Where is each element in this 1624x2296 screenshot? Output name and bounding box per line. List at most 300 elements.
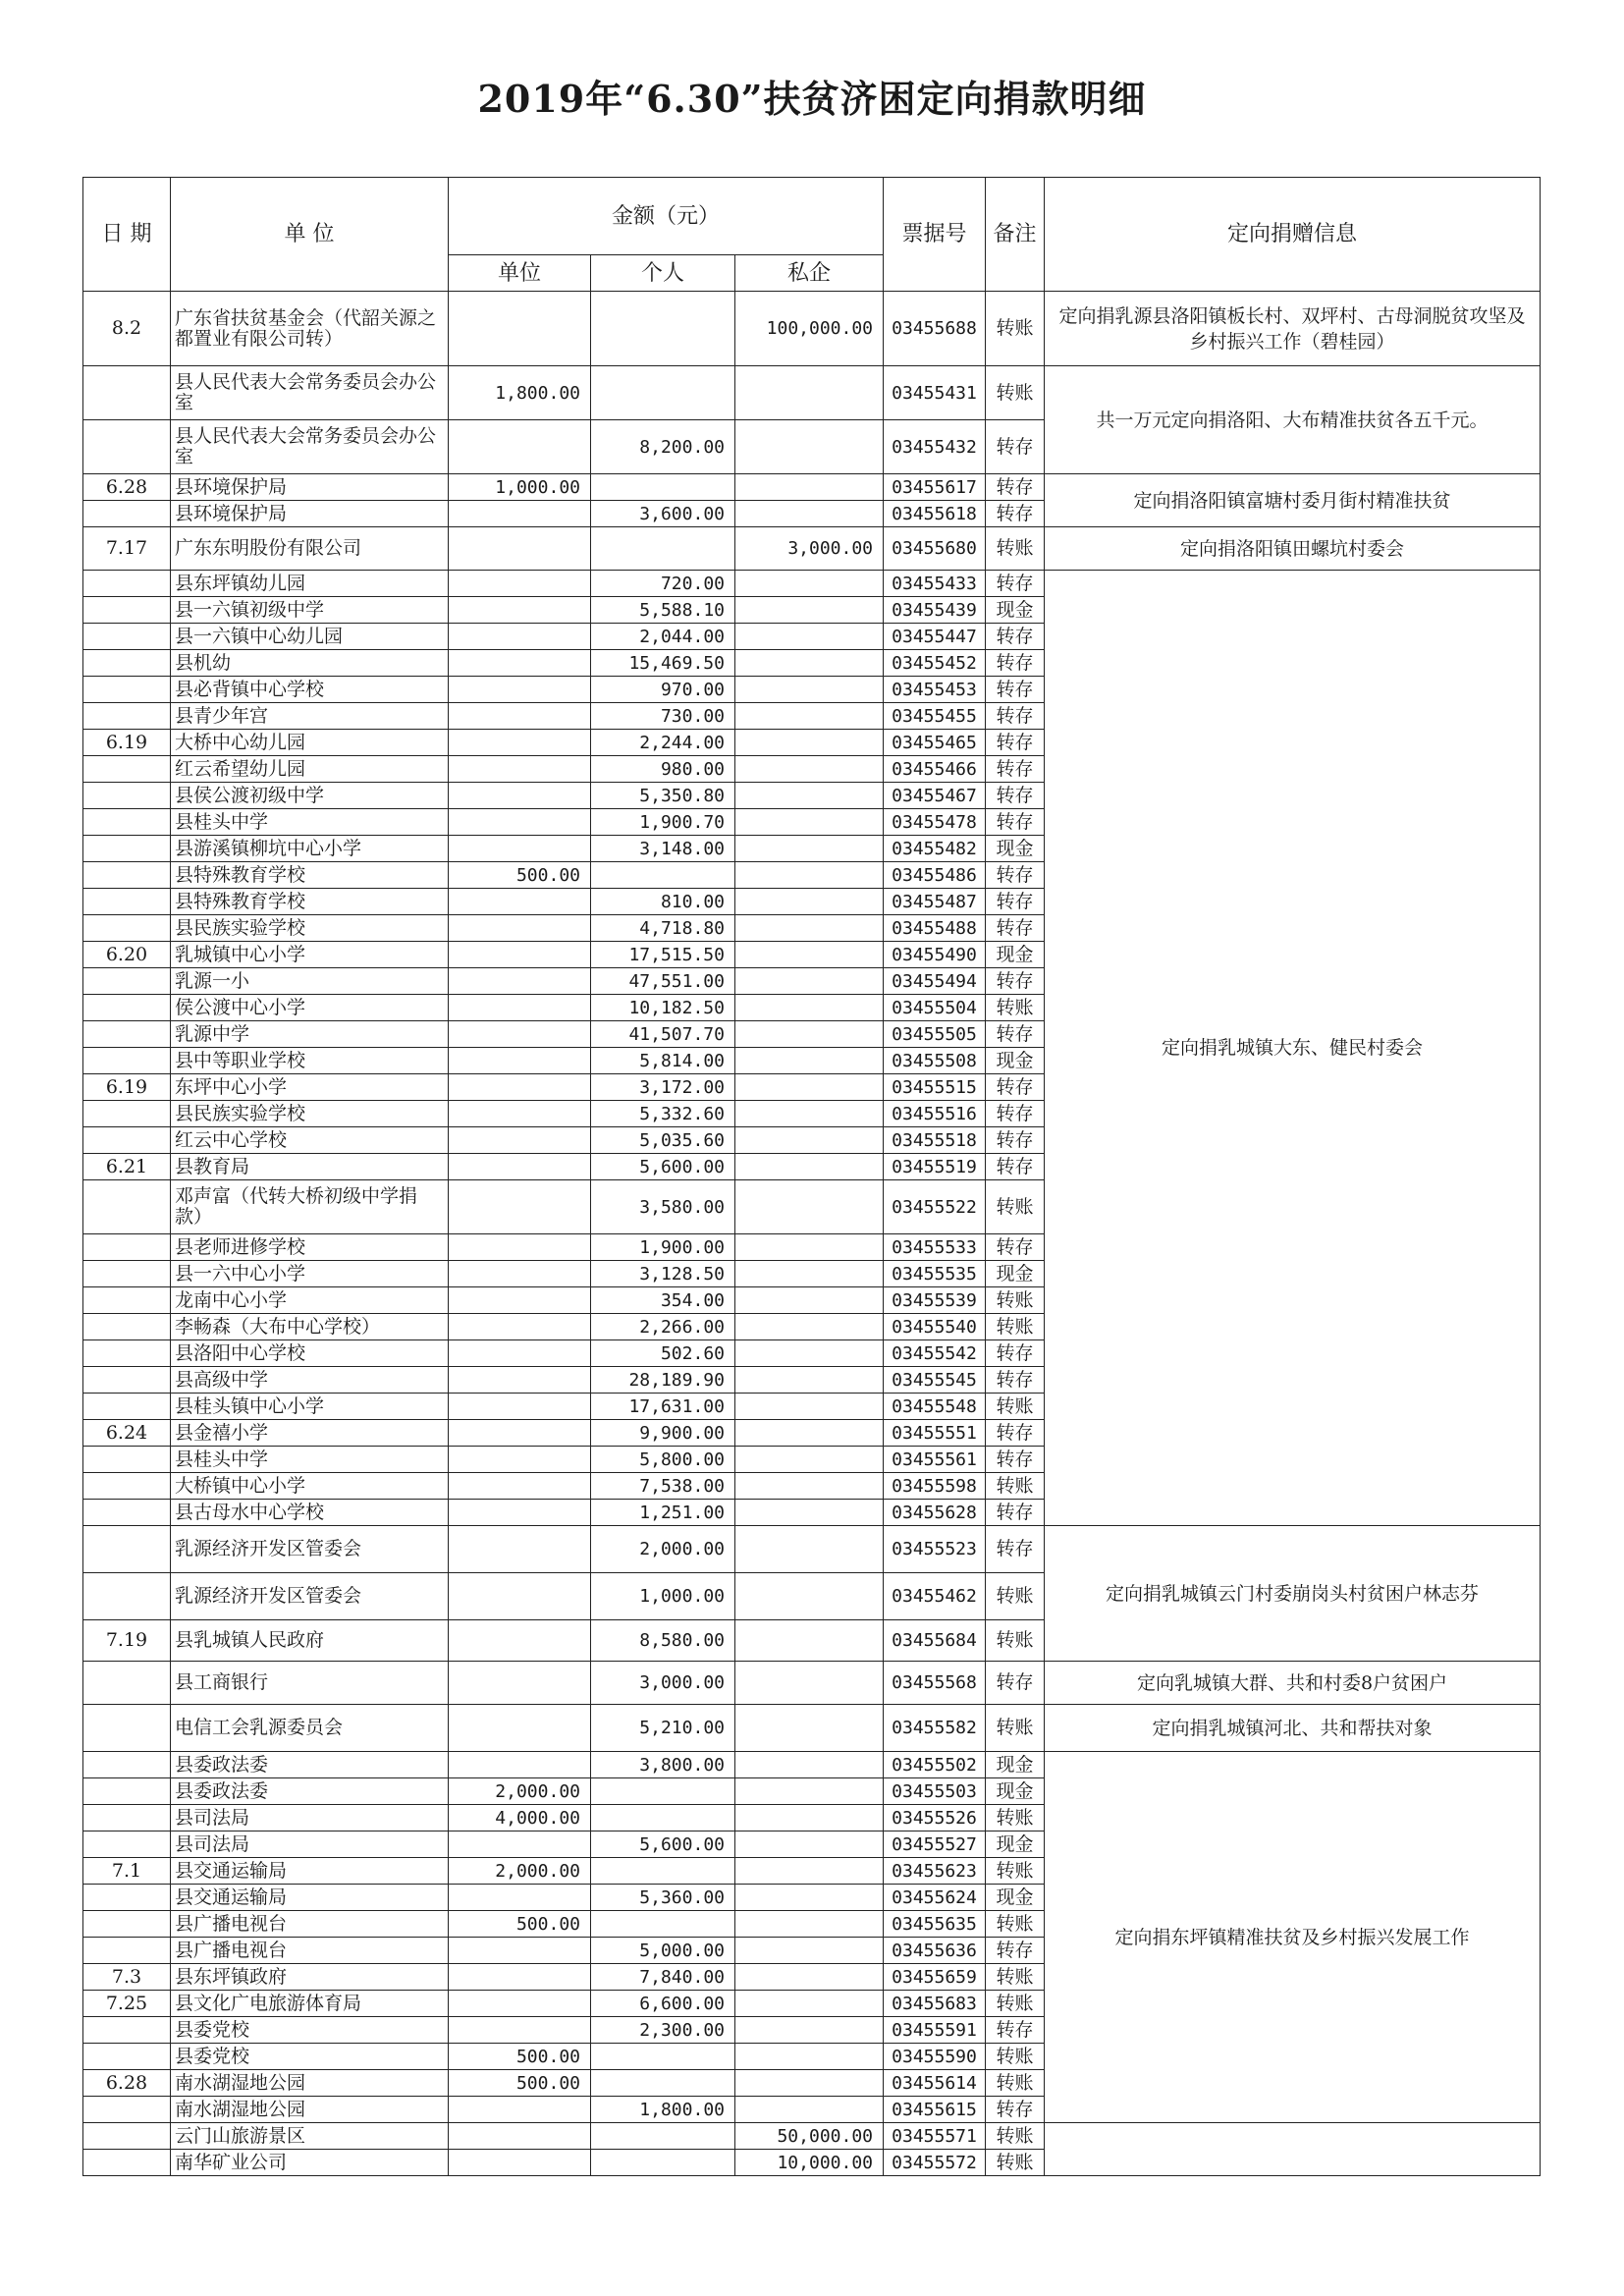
- ticket-cell: 03455439: [884, 597, 986, 624]
- ticket-cell: 03455482: [884, 836, 986, 862]
- ticket-cell: 03455680: [884, 527, 986, 571]
- info-cell: 定向捐洛阳镇田螺坑村委会: [1045, 527, 1541, 571]
- date-cell: [83, 1500, 171, 1526]
- amount-unit-cell: [449, 1831, 591, 1858]
- note-cell: 转存: [986, 2017, 1045, 2044]
- amount-private-cell: [735, 1573, 884, 1620]
- note-cell: 转账: [986, 1180, 1045, 1234]
- note-cell: 转存: [986, 1500, 1045, 1526]
- unit-cell: 广东东明股份有限公司: [171, 527, 449, 571]
- amount-unit-cell: [449, 650, 591, 677]
- amount-personal-cell: [591, 1805, 735, 1831]
- unit-cell: 乳源中学: [171, 1021, 449, 1048]
- note-cell: 转存: [986, 474, 1045, 501]
- unit-cell: 县委党校: [171, 2017, 449, 2044]
- note-cell: 现金: [986, 1778, 1045, 1805]
- amount-unit-cell: [449, 1394, 591, 1420]
- note-cell: 转存: [986, 1074, 1045, 1101]
- ticket-cell: 03455568: [884, 1662, 986, 1705]
- note-cell: 转存: [986, 809, 1045, 836]
- amount-unit-cell: [449, 624, 591, 650]
- note-cell: 转存: [986, 889, 1045, 915]
- amount-private-cell: [735, 915, 884, 942]
- amount-private-cell: [735, 836, 884, 862]
- unit-cell: 县游溪镇柳坑中心小学: [171, 836, 449, 862]
- date-cell: [83, 1101, 171, 1127]
- note-cell: 转账: [986, 2044, 1045, 2070]
- date-cell: [83, 809, 171, 836]
- note-cell: 转存: [986, 1420, 1045, 1447]
- amount-private-cell: 3,000.00: [735, 527, 884, 571]
- amount-private-cell: [735, 1154, 884, 1180]
- amount-unit-cell: [449, 1964, 591, 1991]
- donation-table: [82, 177, 1541, 2176]
- amount-unit-cell: [449, 1074, 591, 1101]
- amount-personal-cell: 1,900.00: [591, 1234, 735, 1261]
- amount-personal-cell: 5,000.00: [591, 1938, 735, 1964]
- date-cell: [83, 2123, 171, 2150]
- note-cell: 现金: [986, 597, 1045, 624]
- note-cell: 转账: [986, 1911, 1045, 1938]
- amount-unit-cell: [449, 942, 591, 968]
- amount-unit-cell: [449, 809, 591, 836]
- header-info: 定向捐赠信息: [1045, 178, 1541, 292]
- amount-personal-cell: 2,000.00: [591, 1526, 735, 1573]
- amount-private-cell: [735, 1234, 884, 1261]
- amount-unit-cell: [449, 915, 591, 942]
- note-cell: 转存: [986, 650, 1045, 677]
- ticket-cell: 03455462: [884, 1573, 986, 1620]
- amount-unit-cell: 500.00: [449, 1911, 591, 1938]
- table-row: [83, 366, 1541, 420]
- date-cell: [83, 677, 171, 703]
- unit-cell: 县教育局: [171, 1154, 449, 1180]
- amount-private-cell: [735, 1127, 884, 1154]
- info-cell: 定向捐洛阳镇富塘村委月街村精准扶贫: [1045, 474, 1541, 527]
- date-cell: [83, 1805, 171, 1831]
- ticket-cell: 03455635: [884, 1911, 986, 1938]
- amount-personal-cell: 5,035.60: [591, 1127, 735, 1154]
- note-cell: 转账: [986, 292, 1045, 366]
- unit-cell: 县委党校: [171, 2044, 449, 2070]
- amount-personal-cell: 1,800.00: [591, 2097, 735, 2123]
- amount-private-cell: [735, 1705, 884, 1752]
- amount-private-cell: [735, 1991, 884, 2017]
- amount-private-cell: [735, 624, 884, 650]
- header-date: 日 期: [83, 178, 171, 292]
- unit-cell: 县人民代表大会常务委员会办公室: [171, 420, 449, 474]
- amount-private-cell: 50,000.00: [735, 2123, 884, 2150]
- ticket-cell: 03455508: [884, 1048, 986, 1074]
- amount-unit-cell: [449, 1127, 591, 1154]
- unit-cell: 县环境保护局: [171, 474, 449, 501]
- amount-unit-cell: [449, 836, 591, 862]
- date-cell: [83, 2017, 171, 2044]
- amount-unit-cell: [449, 783, 591, 809]
- amount-unit-cell: [449, 1101, 591, 1127]
- note-cell: 转存: [986, 1447, 1045, 1473]
- amount-unit-cell: 500.00: [449, 862, 591, 889]
- ticket-cell: 03455515: [884, 1074, 986, 1101]
- amount-private-cell: [735, 1394, 884, 1420]
- date-cell: 7.25: [83, 1991, 171, 2017]
- date-cell: [83, 650, 171, 677]
- amount-personal-cell: 17,515.50: [591, 942, 735, 968]
- amount-private-cell: [735, 1048, 884, 1074]
- amount-private-cell: [735, 1911, 884, 1938]
- unit-cell: 县桂头中学: [171, 1447, 449, 1473]
- amount-personal-cell: 9,900.00: [591, 1420, 735, 1447]
- ticket-cell: 03455431: [884, 366, 986, 420]
- note-cell: 转存: [986, 1154, 1045, 1180]
- unit-cell: 县侯公渡初级中学: [171, 783, 449, 809]
- header-amount-personal: 个人: [591, 255, 735, 292]
- unit-cell: 东坪中心小学: [171, 1074, 449, 1101]
- amount-unit-cell: 2,000.00: [449, 1778, 591, 1805]
- unit-cell: 县委政法委: [171, 1778, 449, 1805]
- note-cell: 转账: [986, 1394, 1045, 1420]
- amount-unit-cell: [449, 889, 591, 915]
- amount-unit-cell: [449, 1287, 591, 1314]
- date-cell: 7.1: [83, 1858, 171, 1885]
- amount-personal-cell: [591, 1858, 735, 1885]
- note-cell: 转存: [986, 1938, 1045, 1964]
- unit-cell: 南华矿业公司: [171, 2150, 449, 2176]
- amount-unit-cell: [449, 2097, 591, 2123]
- amount-personal-cell: 5,588.10: [591, 597, 735, 624]
- amount-unit-cell: [449, 1261, 591, 1287]
- table-row: [83, 1752, 1541, 1778]
- note-cell: 现金: [986, 1048, 1045, 1074]
- unit-cell: 电信工会乳源委员会: [171, 1705, 449, 1752]
- unit-cell: 县司法局: [171, 1805, 449, 1831]
- unit-cell: 县古母水中心学校: [171, 1500, 449, 1526]
- amount-private-cell: [735, 1473, 884, 1500]
- info-cell: 共一万元定向捐洛阳、大布精准扶贫各五千元。: [1045, 366, 1541, 474]
- amount-private-cell: [735, 1662, 884, 1705]
- amount-private-cell: [735, 1885, 884, 1911]
- info-cell: 定向捐东坪镇精准扶贫及乡村振兴发展工作: [1045, 1752, 1541, 2123]
- date-cell: [83, 2097, 171, 2123]
- amount-private-cell: [735, 889, 884, 915]
- amount-personal-cell: 7,840.00: [591, 1964, 735, 1991]
- ticket-cell: 03455447: [884, 624, 986, 650]
- amount-personal-cell: 3,000.00: [591, 1662, 735, 1705]
- date-cell: [83, 703, 171, 730]
- amount-private-cell: [735, 2097, 884, 2123]
- note-cell: 转账: [986, 1620, 1045, 1662]
- amount-private-cell: [735, 730, 884, 756]
- amount-personal-cell: 720.00: [591, 571, 735, 597]
- date-cell: [83, 624, 171, 650]
- amount-unit-cell: [449, 1314, 591, 1340]
- amount-private-cell: [735, 809, 884, 836]
- ticket-cell: 03455551: [884, 1420, 986, 1447]
- amount-personal-cell: 5,600.00: [591, 1831, 735, 1858]
- note-cell: 转存: [986, 862, 1045, 889]
- ticket-cell: 03455628: [884, 1500, 986, 1526]
- date-cell: [83, 1885, 171, 1911]
- date-cell: [83, 1752, 171, 1778]
- unit-cell: 县人民代表大会常务委员会办公室: [171, 366, 449, 420]
- ticket-cell: 03455466: [884, 756, 986, 783]
- amount-personal-cell: 3,800.00: [591, 1752, 735, 1778]
- ticket-cell: 03455683: [884, 1991, 986, 2017]
- amount-unit-cell: [449, 501, 591, 527]
- amount-private-cell: [735, 968, 884, 995]
- amount-personal-cell: 6,600.00: [591, 1991, 735, 2017]
- ticket-cell: 03455623: [884, 1858, 986, 1885]
- note-cell: 转存: [986, 1367, 1045, 1394]
- amount-personal-cell: 8,200.00: [591, 420, 735, 474]
- table-row: [83, 292, 1541, 366]
- amount-personal-cell: 1,900.70: [591, 809, 735, 836]
- info-cell: 定向乳城镇大群、共和村委8户贫困户: [1045, 1662, 1541, 1705]
- amount-private-cell: 100,000.00: [735, 292, 884, 366]
- note-cell: 转账: [986, 1805, 1045, 1831]
- note-cell: 转账: [986, 2150, 1045, 2176]
- ticket-cell: 03455617: [884, 474, 986, 501]
- date-cell: [83, 2150, 171, 2176]
- amount-private-cell: [735, 366, 884, 420]
- unit-cell: 红云中心学校: [171, 1127, 449, 1154]
- ticket-cell: 03455523: [884, 1526, 986, 1573]
- amount-private-cell: [735, 501, 884, 527]
- date-cell: [83, 1180, 171, 1234]
- amount-private-cell: [735, 703, 884, 730]
- amount-personal-cell: 7,538.00: [591, 1473, 735, 1500]
- amount-personal-cell: [591, 1911, 735, 1938]
- unit-cell: 县高级中学: [171, 1367, 449, 1394]
- amount-private-cell: [735, 862, 884, 889]
- amount-personal-cell: 5,350.80: [591, 783, 735, 809]
- amount-unit-cell: [449, 1500, 591, 1526]
- unit-cell: 县中等职业学校: [171, 1048, 449, 1074]
- amount-personal-cell: 3,128.50: [591, 1261, 735, 1287]
- amount-unit-cell: [449, 1340, 591, 1367]
- amount-unit-cell: [449, 1021, 591, 1048]
- date-cell: [83, 1287, 171, 1314]
- amount-personal-cell: [591, 366, 735, 420]
- note-cell: 转账: [986, 366, 1045, 420]
- amount-personal-cell: 1,251.00: [591, 1500, 735, 1526]
- date-cell: [83, 501, 171, 527]
- unit-cell: 县民族实验学校: [171, 1101, 449, 1127]
- amount-unit-cell: [449, 995, 591, 1021]
- note-cell: 转账: [986, 995, 1045, 1021]
- unit-cell: 龙南中心小学: [171, 1287, 449, 1314]
- amount-unit-cell: [449, 677, 591, 703]
- amount-private-cell: [735, 1180, 884, 1234]
- amount-personal-cell: 10,182.50: [591, 995, 735, 1021]
- unit-cell: 县司法局: [171, 1831, 449, 1858]
- info-cell: 定向捐乳源县洛阳镇板长村、双坪村、古母洞脱贫攻坚及乡村振兴工作（碧桂园）: [1045, 292, 1541, 366]
- date-cell: [83, 420, 171, 474]
- note-cell: 转账: [986, 1964, 1045, 1991]
- unit-cell: 邓声富（代转大桥初级中学捐款）: [171, 1180, 449, 1234]
- ticket-cell: 03455535: [884, 1261, 986, 1287]
- unit-cell: 县民族实验学校: [171, 915, 449, 942]
- note-cell: 转存: [986, 968, 1045, 995]
- date-cell: 6.28: [83, 2070, 171, 2097]
- amount-unit-cell: [449, 1991, 591, 2017]
- table-row: [83, 1705, 1541, 1752]
- unit-cell: 县桂头镇中心小学: [171, 1394, 449, 1420]
- ticket-cell: 03455478: [884, 809, 986, 836]
- note-cell: 转存: [986, 571, 1045, 597]
- unit-cell: 云门山旅游景区: [171, 2123, 449, 2150]
- unit-cell: 县金禧小学: [171, 1420, 449, 1447]
- date-cell: [83, 862, 171, 889]
- unit-cell: 乳源一小: [171, 968, 449, 995]
- amount-unit-cell: [449, 597, 591, 624]
- header-note: 备注: [986, 178, 1045, 292]
- header-amount: 金额（元）: [449, 178, 884, 255]
- amount-unit-cell: 1,000.00: [449, 474, 591, 501]
- unit-cell: 县工商银行: [171, 1662, 449, 1705]
- note-cell: 转存: [986, 1662, 1045, 1705]
- amount-personal-cell: 2,266.00: [591, 1314, 735, 1340]
- note-cell: 转账: [986, 1287, 1045, 1314]
- date-cell: 6.20: [83, 942, 171, 968]
- unit-cell: 红云希望幼儿园: [171, 756, 449, 783]
- amount-private-cell: [735, 1367, 884, 1394]
- unit-cell: 县东坪镇幼儿园: [171, 571, 449, 597]
- unit-cell: 县广播电视台: [171, 1911, 449, 1938]
- unit-cell: 县机幼: [171, 650, 449, 677]
- amount-unit-cell: [449, 1752, 591, 1778]
- note-cell: 转存: [986, 730, 1045, 756]
- ticket-cell: 03455505: [884, 1021, 986, 1048]
- amount-personal-cell: 1,000.00: [591, 1573, 735, 1620]
- date-cell: [83, 968, 171, 995]
- amount-unit-cell: [449, 2123, 591, 2150]
- info-cell: 定向捐乳城镇大东、健民村委会: [1045, 571, 1541, 1526]
- note-cell: 转存: [986, 420, 1045, 474]
- amount-private-cell: 10,000.00: [735, 2150, 884, 2176]
- amount-private-cell: [735, 677, 884, 703]
- date-cell: [83, 1447, 171, 1473]
- amount-unit-cell: [449, 703, 591, 730]
- unit-cell: 乳源经济开发区管委会: [171, 1526, 449, 1573]
- header-ticket: 票据号: [884, 178, 986, 292]
- amount-personal-cell: 28,189.90: [591, 1367, 735, 1394]
- unit-cell: 大桥中心幼儿园: [171, 730, 449, 756]
- amount-private-cell: [735, 1101, 884, 1127]
- ticket-cell: 03455533: [884, 1234, 986, 1261]
- ticket-cell: 03455624: [884, 1885, 986, 1911]
- amount-private-cell: [735, 756, 884, 783]
- header-amount-private: 私企: [735, 255, 884, 292]
- amount-private-cell: [735, 1314, 884, 1340]
- ticket-cell: 03455598: [884, 1473, 986, 1500]
- ticket-cell: 03455467: [884, 783, 986, 809]
- ticket-cell: 03455433: [884, 571, 986, 597]
- date-cell: [83, 1234, 171, 1261]
- amount-unit-cell: 1,800.00: [449, 366, 591, 420]
- unit-cell: 县东坪镇政府: [171, 1964, 449, 1991]
- info-cell: [1045, 2123, 1541, 2176]
- ticket-cell: 03455590: [884, 2044, 986, 2070]
- unit-cell: 李畅森（大布中心学校）: [171, 1314, 449, 1340]
- note-cell: 转存: [986, 2097, 1045, 2123]
- amount-unit-cell: [449, 1180, 591, 1234]
- amount-personal-cell: 5,360.00: [591, 1885, 735, 1911]
- table-row: [83, 474, 1541, 501]
- note-cell: 现金: [986, 1885, 1045, 1911]
- date-cell: [83, 995, 171, 1021]
- amount-private-cell: [735, 1752, 884, 1778]
- date-cell: [83, 2044, 171, 2070]
- ticket-cell: 03455432: [884, 420, 986, 474]
- ticket-cell: 03455452: [884, 650, 986, 677]
- amount-private-cell: [735, 1964, 884, 1991]
- amount-personal-cell: 980.00: [591, 756, 735, 783]
- table-row: [83, 2123, 1541, 2150]
- amount-private-cell: [735, 2070, 884, 2097]
- amount-unit-cell: [449, 571, 591, 597]
- date-cell: [83, 1705, 171, 1752]
- date-cell: [83, 571, 171, 597]
- amount-private-cell: [735, 2044, 884, 2070]
- amount-personal-cell: 3,172.00: [591, 1074, 735, 1101]
- date-cell: 6.28: [83, 474, 171, 501]
- unit-cell: 县广播电视台: [171, 1938, 449, 1964]
- date-cell: [83, 1314, 171, 1340]
- amount-unit-cell: [449, 1234, 591, 1261]
- date-cell: [83, 366, 171, 420]
- date-cell: [83, 756, 171, 783]
- amount-personal-cell: 2,244.00: [591, 730, 735, 756]
- amount-personal-cell: 354.00: [591, 1287, 735, 1314]
- ticket-cell: 03455490: [884, 942, 986, 968]
- note-cell: 转存: [986, 1234, 1045, 1261]
- date-cell: 7.17: [83, 527, 171, 571]
- header-unit: 单 位: [171, 178, 449, 292]
- amount-unit-cell: [449, 1154, 591, 1180]
- ticket-cell: 03455572: [884, 2150, 986, 2176]
- ticket-cell: 03455486: [884, 862, 986, 889]
- ticket-cell: 03455618: [884, 501, 986, 527]
- date-cell: [83, 783, 171, 809]
- amount-personal-cell: [591, 2123, 735, 2150]
- date-cell: [83, 1573, 171, 1620]
- note-cell: 转账: [986, 2123, 1045, 2150]
- unit-cell: 县特殊教育学校: [171, 889, 449, 915]
- note-cell: 转账: [986, 1858, 1045, 1885]
- ticket-cell: 03455527: [884, 1831, 986, 1858]
- amount-private-cell: [735, 995, 884, 1021]
- table-row: [83, 527, 1541, 571]
- unit-cell: 乳城镇中心小学: [171, 942, 449, 968]
- amount-unit-cell: [449, 756, 591, 783]
- ticket-cell: 03455571: [884, 2123, 986, 2150]
- amount-personal-cell: 3,600.00: [591, 501, 735, 527]
- header-amount-unit: 单位: [449, 255, 591, 292]
- amount-personal-cell: 2,044.00: [591, 624, 735, 650]
- amount-personal-cell: 502.60: [591, 1340, 735, 1367]
- amount-personal-cell: [591, 292, 735, 366]
- note-cell: 转存: [986, 783, 1045, 809]
- amount-private-cell: [735, 1805, 884, 1831]
- unit-cell: 南水湖湿地公园: [171, 2097, 449, 2123]
- note-cell: 转账: [986, 1573, 1045, 1620]
- table-row: [83, 571, 1541, 597]
- unit-cell: 广东省扶贫基金会（代韶关源之都置业有限公司转）: [171, 292, 449, 366]
- amount-personal-cell: 47,551.00: [591, 968, 735, 995]
- ticket-cell: 03455465: [884, 730, 986, 756]
- amount-personal-cell: 5,814.00: [591, 1048, 735, 1074]
